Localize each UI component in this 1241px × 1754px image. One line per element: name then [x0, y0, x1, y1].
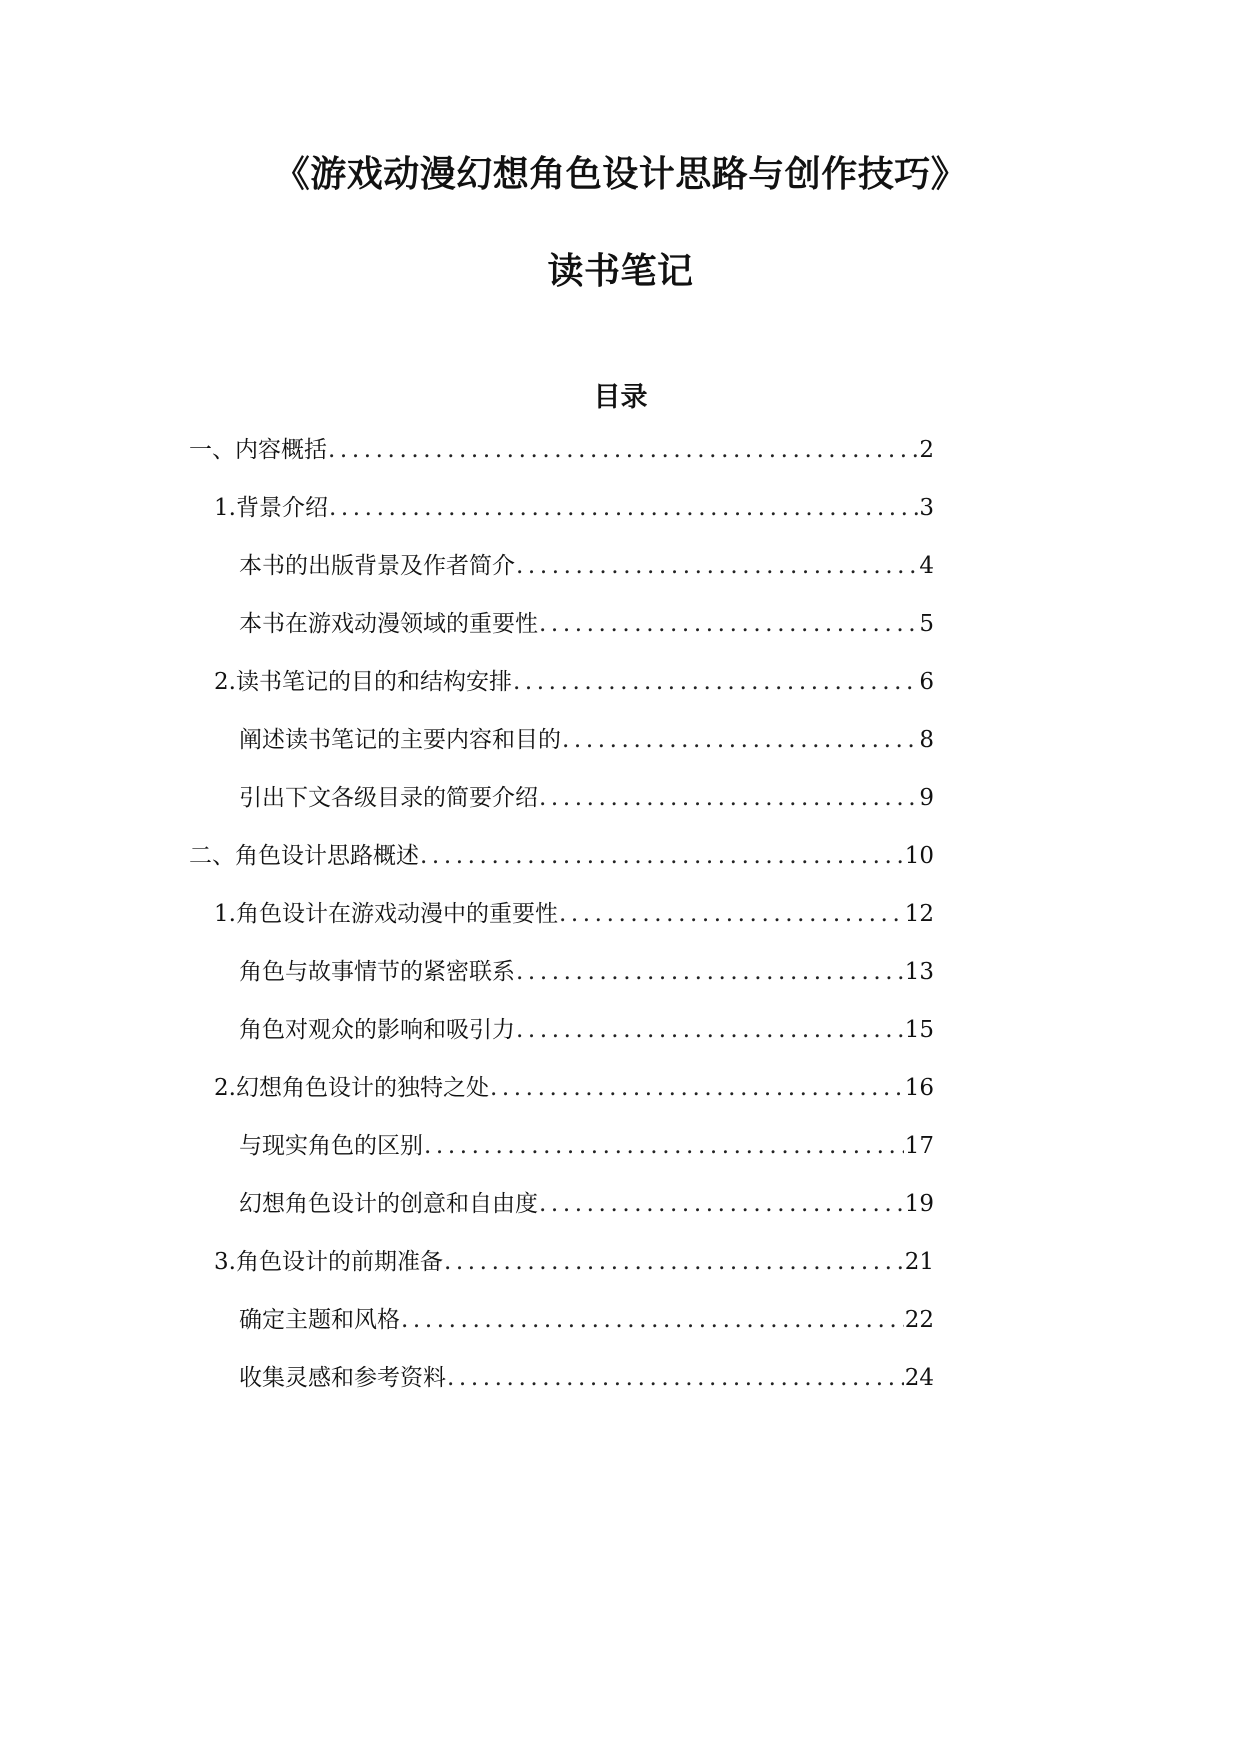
toc-entry-label: 阐述读书笔记的主要内容和目的: [239, 727, 561, 753]
toc-entry[interactable]: [239, 725, 934, 755]
toc-page-number: 22: [904, 1307, 934, 1333]
toc-dot-leader: [447, 1363, 904, 1393]
toc-dot-leader: [401, 1305, 904, 1335]
toc-entry[interactable]: [214, 1073, 934, 1103]
toc-entry-number: 2.: [214, 1075, 236, 1101]
toc-page-number: 4: [919, 553, 934, 579]
toc-page-number: 9: [919, 785, 934, 811]
toc-entry[interactable]: [239, 609, 934, 639]
toc-page-number: 19: [904, 1191, 934, 1217]
toc-page-number: 6: [919, 669, 934, 695]
toc-entry-label: 角色对观众的影响和吸引力: [239, 1017, 515, 1043]
toc-entry[interactable]: [214, 899, 934, 929]
document-title: 《游戏动漫幻想角色设计思路与创作技巧》: [273, 153, 968, 195]
toc-page-number: 24: [904, 1365, 934, 1391]
toc-dot-leader: [516, 957, 904, 987]
toc-page-number: 17: [904, 1133, 934, 1159]
toc-entry[interactable]: [239, 1131, 934, 1161]
toc-entry-label: 确定主题和风格: [239, 1307, 400, 1333]
toc-dot-leader: [424, 1131, 904, 1161]
toc-dot-leader: [490, 1073, 904, 1103]
toc-entry-label: 本书的出版背景及作者简介: [239, 553, 515, 579]
toc-entry-label: 一、内容概括: [189, 437, 327, 463]
toc-dot-leader: [539, 1189, 904, 1219]
toc-page-number: 5: [919, 611, 934, 637]
toc-page-number: 12: [904, 901, 934, 927]
toc-page-number: 10: [904, 843, 934, 869]
toc-dot-leader: [329, 493, 918, 523]
toc-entry-label: 本书在游戏动漫领域的重要性: [239, 611, 538, 637]
toc-page-number: 21: [904, 1249, 934, 1275]
toc-dot-leader: [562, 725, 918, 755]
toc-page-number: 16: [904, 1075, 934, 1101]
toc-page-number: 8: [919, 727, 934, 753]
toc-entry-label: 角色设计在游戏动漫中的重要性: [235, 901, 558, 927]
toc-page-number: 2: [919, 437, 934, 463]
toc-dot-leader: [420, 841, 904, 871]
toc-entry-label: 引出下文各级目录的简要介绍: [239, 785, 538, 811]
toc-dot-leader: [444, 1247, 904, 1277]
toc-entry[interactable]: [239, 1189, 934, 1219]
toc-entry-number: 1.: [214, 495, 236, 521]
toc-entry[interactable]: [239, 551, 934, 581]
toc-entry-label: 角色与故事情节的紧密联系: [239, 959, 515, 985]
toc-dot-leader: [559, 899, 904, 929]
toc-dot-leader: [539, 609, 918, 639]
toc-entry[interactable]: [214, 667, 934, 697]
toc-dot-leader: [539, 783, 918, 813]
toc-entry[interactable]: [239, 957, 934, 987]
toc-dot-leader: [516, 551, 918, 581]
toc-entry[interactable]: [189, 435, 934, 465]
toc-entry-number: 3.: [214, 1249, 236, 1275]
toc-heading: 目录: [593, 382, 648, 413]
toc-entry-label: 收集灵感和参考资料: [239, 1365, 446, 1391]
toc-entry-label: 幻想角色设计的创意和自由度: [239, 1191, 538, 1217]
toc-entry[interactable]: [189, 841, 934, 871]
toc-entry[interactable]: [214, 1247, 934, 1277]
toc-entry-number: 1.: [214, 901, 236, 927]
toc-entry[interactable]: [239, 1305, 934, 1335]
toc-entry-label: 读书笔记的目的和结构安排: [235, 669, 512, 695]
document-subtitle: 读书笔记: [547, 250, 694, 292]
toc-entry-number: 2.: [214, 669, 236, 695]
toc-entry[interactable]: [239, 1015, 934, 1045]
toc-page-number: 3: [919, 495, 934, 521]
toc-entry-label: 角色设计的前期准备: [235, 1249, 443, 1275]
toc-entry-label: 幻想角色设计的独特之处: [235, 1075, 489, 1101]
toc-dot-leader: [513, 667, 918, 697]
toc-entry[interactable]: [239, 783, 934, 813]
toc-dot-leader: [328, 435, 918, 465]
toc-entry-label: 二、角色设计思路概述: [189, 843, 419, 869]
toc-page-number: 15: [904, 1017, 934, 1043]
toc-page-number: 13: [904, 959, 934, 985]
toc-entry-label: 与现实角色的区别: [239, 1133, 423, 1159]
toc-dot-leader: [516, 1015, 904, 1045]
toc-entry-label: 背景介绍: [235, 495, 328, 521]
toc-entry[interactable]: [239, 1363, 934, 1393]
toc-entry[interactable]: [214, 493, 934, 523]
